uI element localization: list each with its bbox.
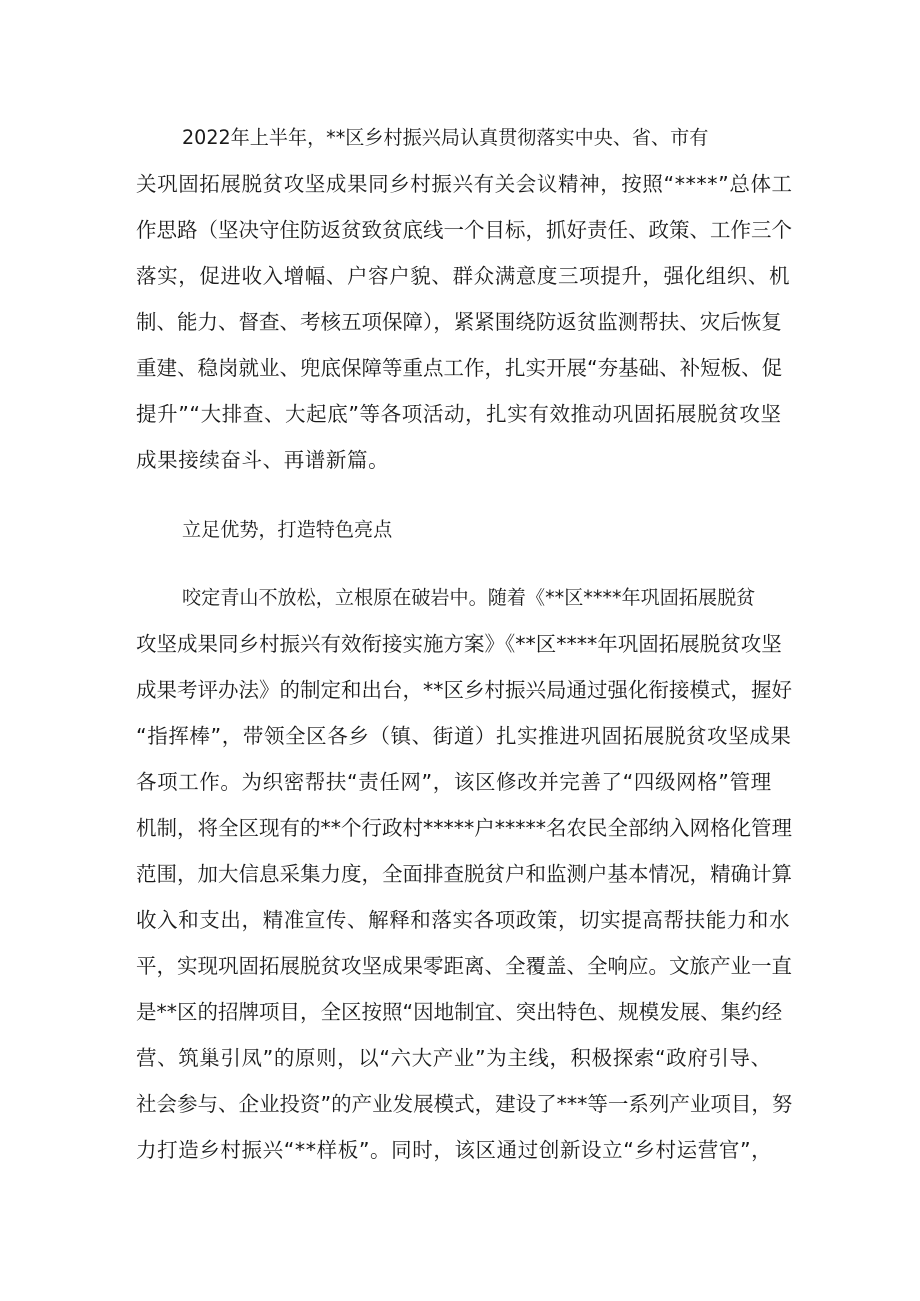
paragraph-line: 平，实现巩固拓展脱贫攻坚成果零距离、全覆盖、全响应。文旅产业一直 xyxy=(136,954,792,978)
paragraph-line: 攻坚成果同乡村振兴有效衔接实施方案》《**区****年巩固拓展脱贫攻坚 xyxy=(136,632,782,656)
paragraph-line: 收入和支出，精准宣传、解释和落实各项政策，切实提高帮扶能力和水 xyxy=(136,908,791,932)
paragraph-line: 作思路（坚决守住防返贫致贫底线一个目标，抓好责任、政策、工作三个 xyxy=(136,218,792,242)
paragraph-line: 各项工作。为织密帮扶“责任网”，该区修改并完善了“四级网格”管理 xyxy=(136,770,772,794)
paragraph-line: 力打造乡村振兴“**样板”。同时，该区通过创新设立“乡村运营官”， xyxy=(136,1138,773,1162)
paragraph-line: 落实，促进收入增幅、户容户貌、群众满意度三项提升，强化组织、机 xyxy=(136,264,791,288)
paragraph-line: 2022年上半年，**区乡村振兴局认真贯彻落实中央、省、市有 xyxy=(182,126,709,149)
paragraph-line: 机制，将全区现有的**个行政村*****户*****名农民全部纳入网格化管理 xyxy=(136,816,792,840)
paragraph-line: 咬定青山不放松，立根原在破岩中。随着《**区****年巩固拓展脱贫 xyxy=(182,586,756,609)
paragraph-line: 成果接续奋斗、再谱新篇。 xyxy=(136,448,390,472)
paragraph-line: 范围，加大信息采集力度，全面排查脱贫户和监测户基本情况，精确计算 xyxy=(136,862,792,886)
paragraph-line: 关巩固拓展脱贫攻坚成果同乡村振兴有关会议精神，按照“****”总体工 xyxy=(136,172,793,196)
paragraph-line: 制、能力、督查、考核五项保障），紧紧围绕防返贫监测帮扶、灾后恢复 xyxy=(136,310,782,334)
paragraph-line: 成果考评办法》的制定和出台，**区乡村振兴局通过强化衔接模式，握好 xyxy=(136,678,792,702)
paragraph-line: 社会参与、企业投资”的产业发展模式，建设了***等一系列产业项目，努 xyxy=(136,1092,793,1116)
paragraph-line: 重建、稳岗就业、兜底保障等重点工作，扎实开展“夯基础、补短板、促 xyxy=(136,356,783,380)
paragraph-line: 是**区的招牌项目，全区按照“因地制宜、突出特色、规模发展、集约经 xyxy=(136,1000,783,1024)
paragraph-line: 提升”“大排查、大起底”等各项活动，扎实有效推动巩固拓展脱贫攻坚 xyxy=(136,402,782,426)
paragraph-line: 营、筑巢引凤”的原则，以“六大产业”为主线，积极探索“政府引导、 xyxy=(136,1046,772,1070)
paragraph-line: “指挥棒”，带领全区各乡（镇、街道）扎实推进巩固拓展脱贫攻坚成果 xyxy=(136,724,792,748)
section-heading: 立足优势，打造特色亮点 xyxy=(182,518,393,541)
